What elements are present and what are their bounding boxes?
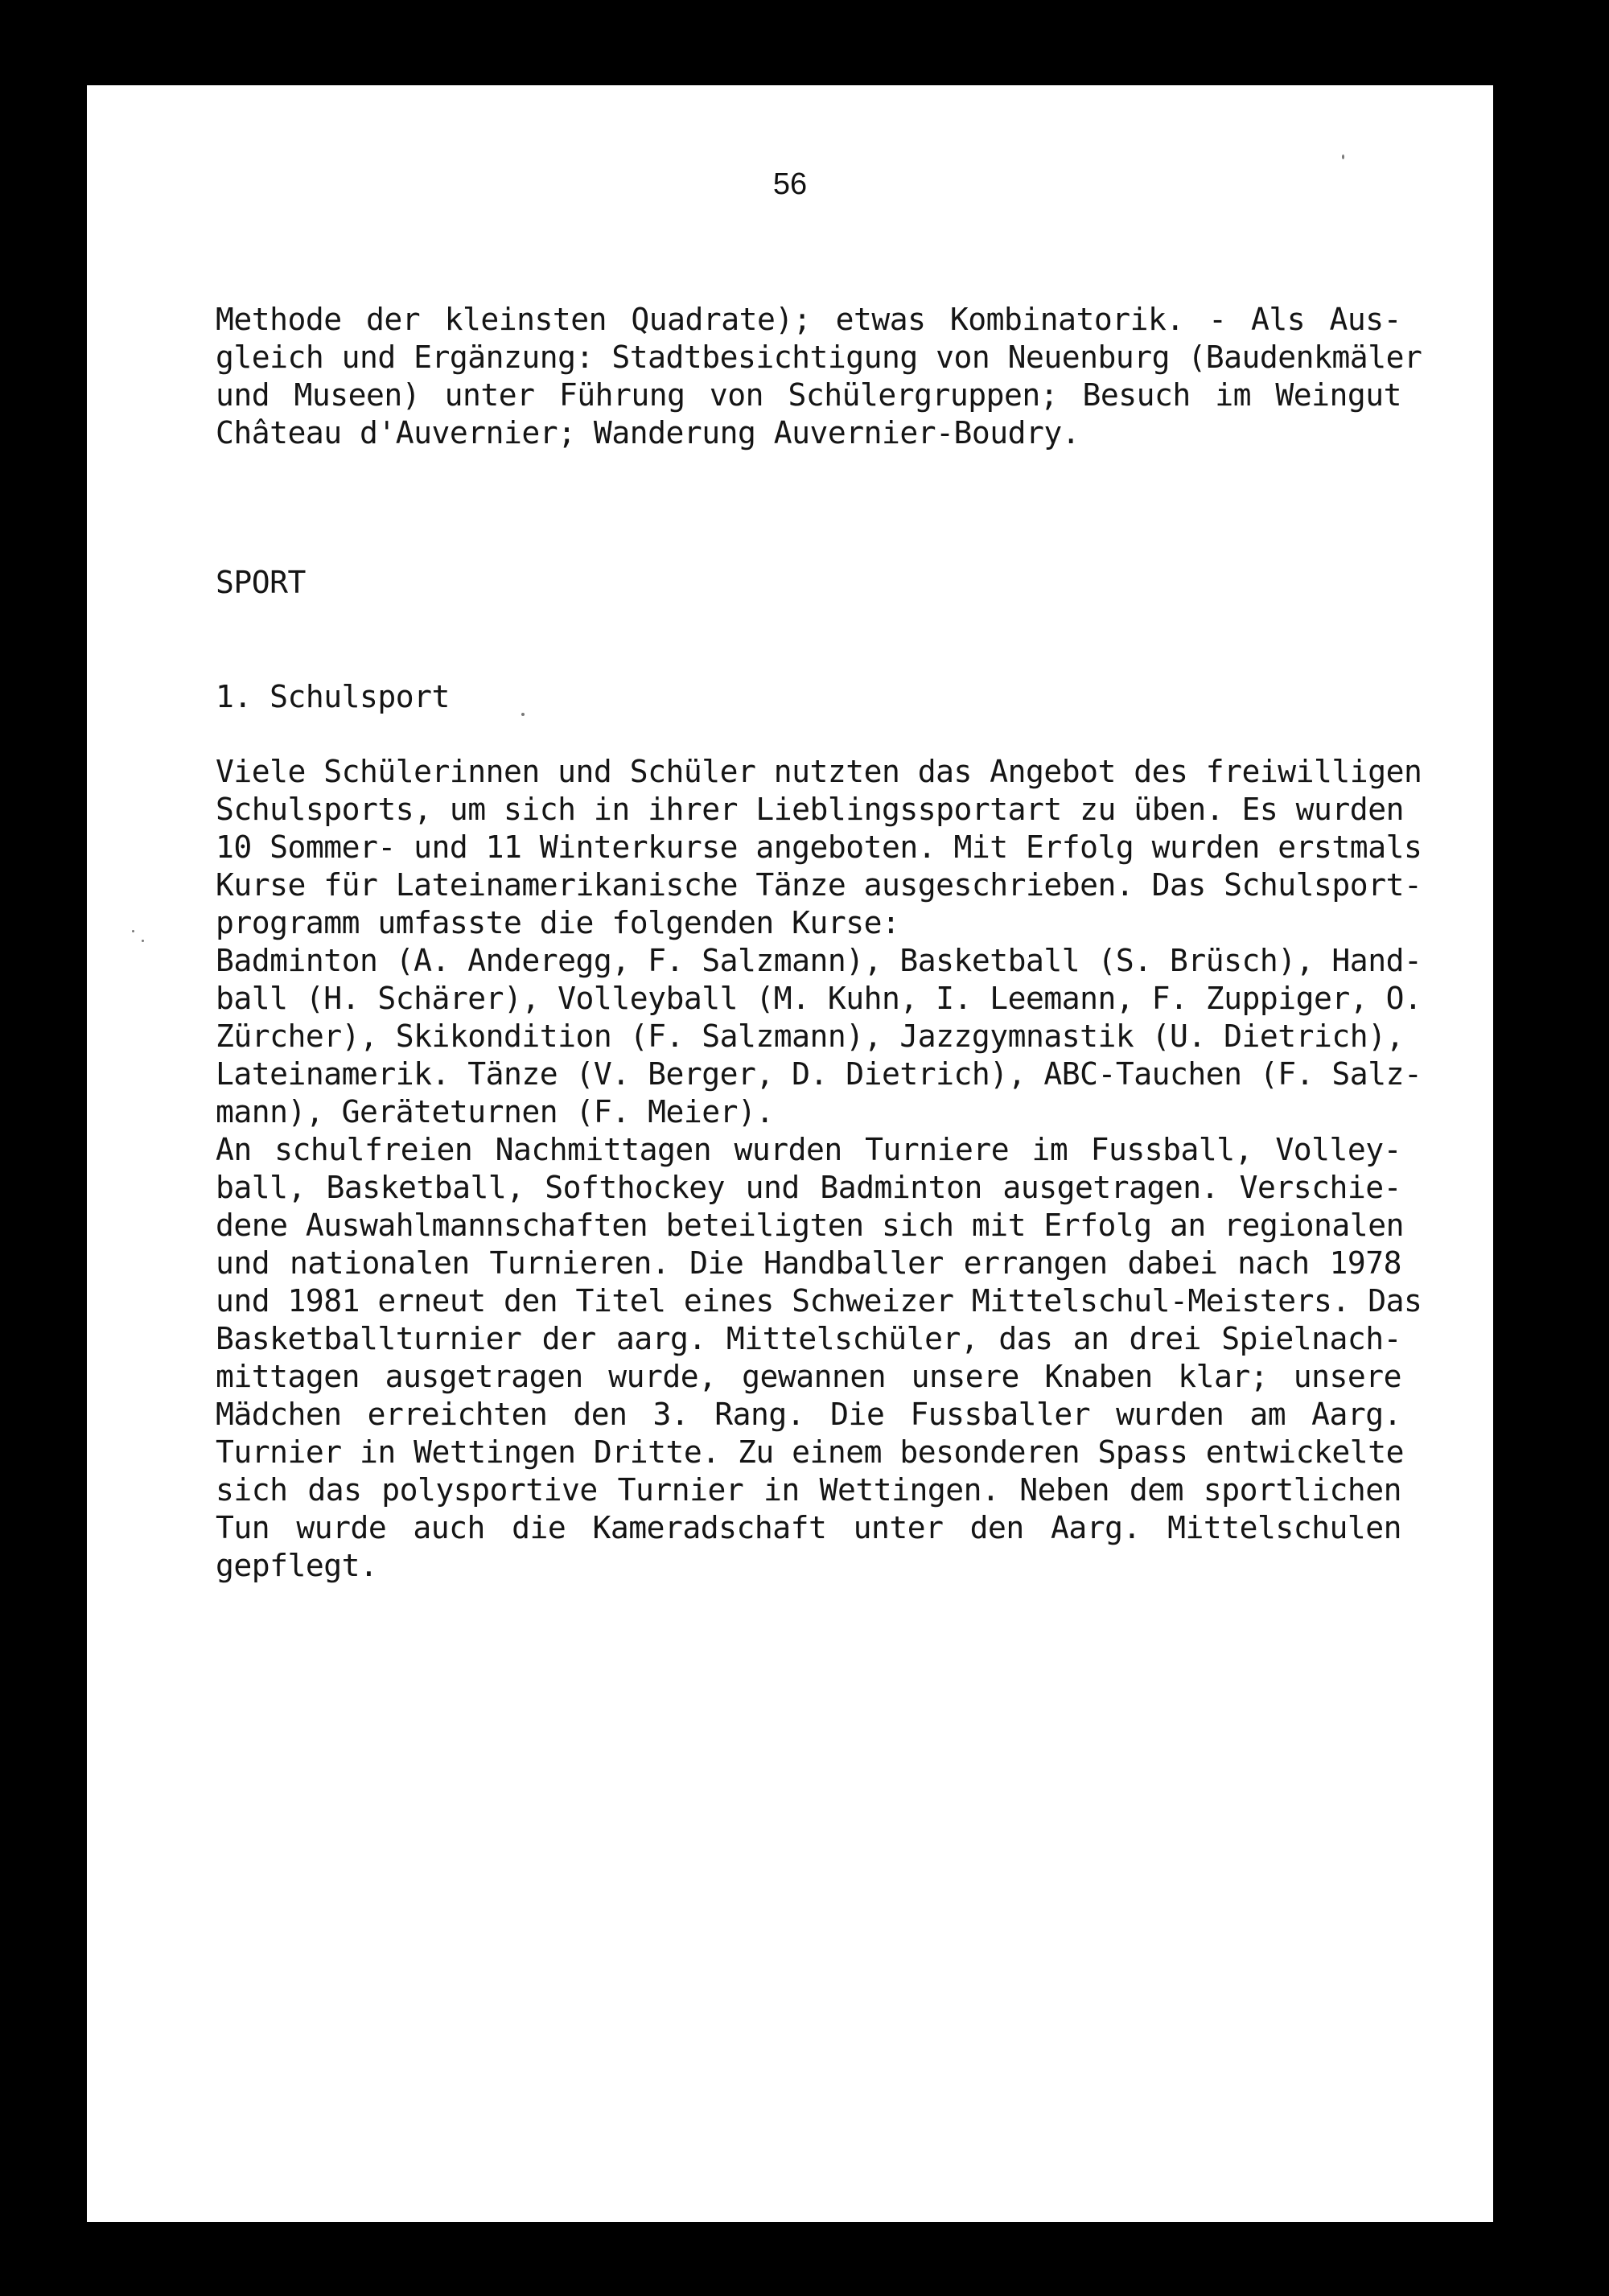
text-line: Methode der kleinsten Quadrate); etwas Kombinatorik. - Als Aus- (216, 302, 1401, 337)
text-line: und Museen) unter Führung von Schülergruppen; Besuch im Weingut (216, 377, 1401, 413)
text-line: und nationalen Turnieren. Die Handballer errangen dabei nach 1978 (216, 1245, 1401, 1281)
text-line: Basketballturnier der aarg. Mittelschüler, das an drei Spielnach- (216, 1321, 1401, 1356)
scan-speck (1342, 154, 1344, 159)
text-line: Zürcher), Skikondition (F. Salzmann), Jazzgymnastik (U. Dietrich), (216, 1018, 1404, 1054)
text-line: Tun wurde auch die Kameradschaft unter den Aarg. Mittelschulen (216, 1510, 1401, 1545)
text-line: dene Auswahlmannschaften beteiligten sich mit Erfolg an regionalen (216, 1208, 1404, 1243)
intro-paragraph (216, 301, 1422, 452)
text-line: programm umfasste die folgenden Kurse: (216, 905, 900, 940)
text-line: Kurse für Lateinamerikanische Tänze ausgeschrieben. Das Schulsport- (216, 867, 1422, 903)
scan-speck (142, 940, 144, 942)
section-title: SPORT (216, 565, 306, 600)
text-line: 10 Sommer- und 11 Winterkurse angeboten. Mit Erfolg wurden erstmals (216, 829, 1422, 865)
text-line: Viele Schülerinnen und Schüler nutzten das Angebot des freiwilligen (216, 754, 1422, 789)
document-page (87, 85, 1493, 2222)
text-line: Turnier in Wettingen Dritte. Zu einem besonderen Spass entwickelte (216, 1434, 1404, 1470)
text-line: mann), Geräteturnen (F. Meier). (216, 1094, 774, 1129)
text-line: Badminton (A. Anderegg, F. Salzmann), Basketball (S. Brüsch), Hand- (216, 943, 1422, 978)
text-line: ball, Basketball, Softhockey und Badminton ausgetragen. Verschie- (216, 1170, 1401, 1205)
text-line: An schulfreien Nachmittagen wurden Turniere im Fussball, Volley- (216, 1132, 1401, 1167)
page-number: 56 (772, 167, 808, 201)
text-line: gleich und Ergänzung: Stadtbesichtigung von Neuenburg (Baudenkmäler (216, 339, 1422, 375)
text-line: Schulsports, um sich in ihrer Lieblingssportart zu üben. Es wurden (216, 792, 1404, 827)
text-line: Lateinamerik. Tänze (V. Berger, D. Dietrich), ABC-Tauchen (F. Salz- (216, 1056, 1422, 1092)
text-line: gepflegt. (216, 1548, 378, 1583)
text-line: und 1981 erneut den Titel eines Schweizer Mittelschul-Meisters. Das (216, 1283, 1422, 1319)
text-line: Château d'Auvernier; Wanderung Auvernier-Boudry. (216, 415, 1080, 451)
subsection-title: 1. Schulsport (216, 679, 450, 714)
text-line: sich das polysportive Turnier in Wettingen. Neben dem sportlichen (216, 1472, 1401, 1508)
scan-speck (132, 930, 134, 932)
schulsport-paragraph (216, 753, 1422, 1585)
text-line: ball (H. Schärer), Volleyball (M. Kuhn, I. Leemann, F. Zuppiger, O. (216, 981, 1422, 1016)
text-line: Mädchen erreichten den 3. Rang. Die Fussballer wurden am Aarg. (216, 1397, 1401, 1432)
scan-speck (521, 713, 525, 716)
text-line: mittagen ausgetragen wurde, gewannen unsere Knaben klar; unsere (216, 1359, 1401, 1394)
